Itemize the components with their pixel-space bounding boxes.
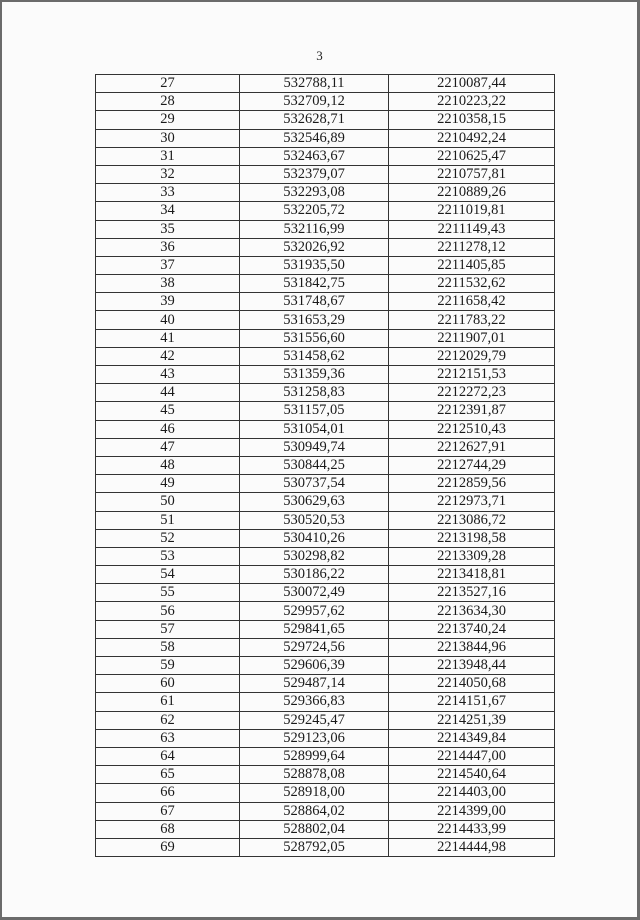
y-coordinate-cell: 2211907,01: [389, 329, 555, 347]
table-row: [96, 275, 555, 293]
y-coordinate-cell: 2210087,44: [389, 75, 555, 93]
point-number-cell: 46: [96, 420, 240, 438]
y-coordinate-cell: 2214433,99: [389, 820, 555, 838]
point-number-cell: 65: [96, 766, 240, 784]
x-coordinate-cell: 532463,67: [240, 147, 389, 165]
x-coordinate-cell: 529841,65: [240, 620, 389, 638]
table-row: [96, 75, 555, 93]
y-coordinate-cell: 2212744,29: [389, 456, 555, 474]
y-coordinate-cell: 2214050,68: [389, 675, 555, 693]
table-row: [96, 475, 555, 493]
table-row: [96, 511, 555, 529]
x-coordinate-cell: 531556,60: [240, 329, 389, 347]
table-row: [96, 202, 555, 220]
point-number-cell: 44: [96, 384, 240, 402]
point-number-cell: 47: [96, 438, 240, 456]
point-number-cell: 50: [96, 493, 240, 511]
x-coordinate-cell: 529487,14: [240, 675, 389, 693]
point-number-cell: 58: [96, 638, 240, 656]
point-number-cell: 68: [96, 820, 240, 838]
x-coordinate-cell: 530072,49: [240, 584, 389, 602]
table-row: [96, 165, 555, 183]
y-coordinate-cell: 2211405,85: [389, 256, 555, 274]
table-row: [96, 111, 555, 129]
point-number-cell: 59: [96, 657, 240, 675]
coordinates-table-body: [96, 75, 555, 857]
x-coordinate-cell: 528999,64: [240, 747, 389, 765]
table-row: [96, 438, 555, 456]
table-row: [96, 529, 555, 547]
table-row: [96, 311, 555, 329]
y-coordinate-cell: 2214444,98: [389, 838, 555, 856]
table-row: [96, 657, 555, 675]
table-row: [96, 802, 555, 820]
x-coordinate-cell: 531935,50: [240, 256, 389, 274]
y-coordinate-cell: 2213527,16: [389, 584, 555, 602]
table-row: [96, 784, 555, 802]
table-row: [96, 220, 555, 238]
x-coordinate-cell: 529606,39: [240, 657, 389, 675]
table-row: [96, 402, 555, 420]
x-coordinate-cell: 531258,83: [240, 384, 389, 402]
y-coordinate-cell: 2213198,58: [389, 529, 555, 547]
table-row: [96, 384, 555, 402]
point-number-cell: 56: [96, 602, 240, 620]
table-row: [96, 256, 555, 274]
point-number-cell: 43: [96, 366, 240, 384]
x-coordinate-cell: 531748,67: [240, 293, 389, 311]
point-number-cell: 66: [96, 784, 240, 802]
y-coordinate-cell: 2211149,43: [389, 220, 555, 238]
y-coordinate-cell: 2214447,00: [389, 747, 555, 765]
table-row: [96, 584, 555, 602]
x-coordinate-cell: 531054,01: [240, 420, 389, 438]
x-coordinate-cell: 531157,05: [240, 402, 389, 420]
point-number-cell: 42: [96, 347, 240, 365]
table-row: [96, 838, 555, 856]
x-coordinate-cell: 528802,04: [240, 820, 389, 838]
x-coordinate-cell: 531458,62: [240, 347, 389, 365]
table-row: [96, 93, 555, 111]
point-number-cell: 39: [96, 293, 240, 311]
y-coordinate-cell: 2210757,81: [389, 165, 555, 183]
x-coordinate-cell: 529123,06: [240, 729, 389, 747]
y-coordinate-cell: 2211783,22: [389, 311, 555, 329]
point-number-cell: 62: [96, 711, 240, 729]
x-coordinate-cell: 530186,22: [240, 566, 389, 584]
y-coordinate-cell: 2213740,24: [389, 620, 555, 638]
point-number-cell: 49: [96, 475, 240, 493]
table-row: [96, 602, 555, 620]
table-row: [96, 711, 555, 729]
point-number-cell: 57: [96, 620, 240, 638]
y-coordinate-cell: 2212627,91: [389, 438, 555, 456]
point-number-cell: 53: [96, 547, 240, 565]
table-row: [96, 620, 555, 638]
table-row: [96, 420, 555, 438]
table-row: [96, 820, 555, 838]
x-coordinate-cell: 528918,00: [240, 784, 389, 802]
point-number-cell: 34: [96, 202, 240, 220]
y-coordinate-cell: 2214251,39: [389, 711, 555, 729]
point-number-cell: 29: [96, 111, 240, 129]
point-number-cell: 41: [96, 329, 240, 347]
x-coordinate-cell: 532379,07: [240, 165, 389, 183]
x-coordinate-cell: 532546,89: [240, 129, 389, 147]
x-coordinate-cell: 532026,92: [240, 238, 389, 256]
y-coordinate-cell: 2214151,67: [389, 693, 555, 711]
table-row: [96, 675, 555, 693]
table-row: [96, 129, 555, 147]
x-coordinate-cell: 530298,82: [240, 547, 389, 565]
point-number-cell: 35: [96, 220, 240, 238]
x-coordinate-cell: 531653,29: [240, 311, 389, 329]
x-coordinate-cell: 531359,36: [240, 366, 389, 384]
x-coordinate-cell: 532205,72: [240, 202, 389, 220]
point-number-cell: 67: [96, 802, 240, 820]
table-row: [96, 638, 555, 656]
y-coordinate-cell: 2213844,96: [389, 638, 555, 656]
x-coordinate-cell: 531842,75: [240, 275, 389, 293]
point-number-cell: 38: [96, 275, 240, 293]
y-coordinate-cell: 2213634,30: [389, 602, 555, 620]
y-coordinate-cell: 2212272,23: [389, 384, 555, 402]
table-row: [96, 238, 555, 256]
y-coordinate-cell: 2214399,00: [389, 802, 555, 820]
point-number-cell: 60: [96, 675, 240, 693]
point-number-cell: 28: [96, 93, 240, 111]
point-number-cell: 36: [96, 238, 240, 256]
y-coordinate-cell: 2213086,72: [389, 511, 555, 529]
point-number-cell: 37: [96, 256, 240, 274]
point-number-cell: 32: [96, 165, 240, 183]
x-coordinate-cell: 532628,71: [240, 111, 389, 129]
x-coordinate-cell: 530949,74: [240, 438, 389, 456]
point-number-cell: 33: [96, 184, 240, 202]
point-number-cell: 51: [96, 511, 240, 529]
y-coordinate-cell: 2211019,81: [389, 202, 555, 220]
y-coordinate-cell: 2210889,26: [389, 184, 555, 202]
x-coordinate-cell: 530844,25: [240, 456, 389, 474]
table-row: [96, 747, 555, 765]
x-coordinate-cell: 529245,47: [240, 711, 389, 729]
point-number-cell: 63: [96, 729, 240, 747]
y-coordinate-cell: 2212029,79: [389, 347, 555, 365]
point-number-cell: 52: [96, 529, 240, 547]
y-coordinate-cell: 2212859,56: [389, 475, 555, 493]
x-coordinate-cell: 528792,05: [240, 838, 389, 856]
x-coordinate-cell: 530629,63: [240, 493, 389, 511]
y-coordinate-cell: 2212510,43: [389, 420, 555, 438]
x-coordinate-cell: 532709,12: [240, 93, 389, 111]
x-coordinate-cell: 532293,08: [240, 184, 389, 202]
y-coordinate-cell: 2213418,81: [389, 566, 555, 584]
table-row: [96, 293, 555, 311]
x-coordinate-cell: 530520,53: [240, 511, 389, 529]
y-coordinate-cell: 2211658,42: [389, 293, 555, 311]
point-number-cell: 45: [96, 402, 240, 420]
point-number-cell: 30: [96, 129, 240, 147]
x-coordinate-cell: 529366,83: [240, 693, 389, 711]
x-coordinate-cell: 530737,54: [240, 475, 389, 493]
y-coordinate-cell: 2212151,53: [389, 366, 555, 384]
y-coordinate-cell: 2212391,87: [389, 402, 555, 420]
document-page: [2, 2, 637, 917]
page-number: 3: [316, 48, 323, 63]
x-coordinate-cell: 532116,99: [240, 220, 389, 238]
table-row: [96, 766, 555, 784]
point-number-cell: 64: [96, 747, 240, 765]
y-coordinate-cell: 2214403,00: [389, 784, 555, 802]
table-row: [96, 456, 555, 474]
table-row: [96, 147, 555, 165]
y-coordinate-cell: 2210492,24: [389, 129, 555, 147]
point-number-cell: 61: [96, 693, 240, 711]
table-row: [96, 347, 555, 365]
table-row: [96, 547, 555, 565]
table-row: [96, 493, 555, 511]
point-number-cell: 69: [96, 838, 240, 856]
y-coordinate-cell: 2213309,28: [389, 547, 555, 565]
x-coordinate-cell: 529957,62: [240, 602, 389, 620]
x-coordinate-cell: 528864,02: [240, 802, 389, 820]
point-number-cell: 27: [96, 75, 240, 93]
point-number-cell: 31: [96, 147, 240, 165]
x-coordinate-cell: 530410,26: [240, 529, 389, 547]
coordinates-table: [95, 74, 555, 857]
y-coordinate-cell: 2214540,64: [389, 766, 555, 784]
x-coordinate-cell: 529724,56: [240, 638, 389, 656]
x-coordinate-cell: 532788,11: [240, 75, 389, 93]
table-row: [96, 184, 555, 202]
y-coordinate-cell: 2211532,62: [389, 275, 555, 293]
point-number-cell: 48: [96, 456, 240, 474]
point-number-cell: 54: [96, 566, 240, 584]
x-coordinate-cell: 528878,08: [240, 766, 389, 784]
y-coordinate-cell: 2210223,22: [389, 93, 555, 111]
point-number-cell: 40: [96, 311, 240, 329]
y-coordinate-cell: 2211278,12: [389, 238, 555, 256]
table-row: [96, 329, 555, 347]
table-row: [96, 729, 555, 747]
table-row: [96, 366, 555, 384]
y-coordinate-cell: 2214349,84: [389, 729, 555, 747]
table-row: [96, 566, 555, 584]
y-coordinate-cell: 2212973,71: [389, 493, 555, 511]
y-coordinate-cell: 2210625,47: [389, 147, 555, 165]
y-coordinate-cell: 2213948,44: [389, 657, 555, 675]
table-row: [96, 693, 555, 711]
y-coordinate-cell: 2210358,15: [389, 111, 555, 129]
point-number-cell: 55: [96, 584, 240, 602]
